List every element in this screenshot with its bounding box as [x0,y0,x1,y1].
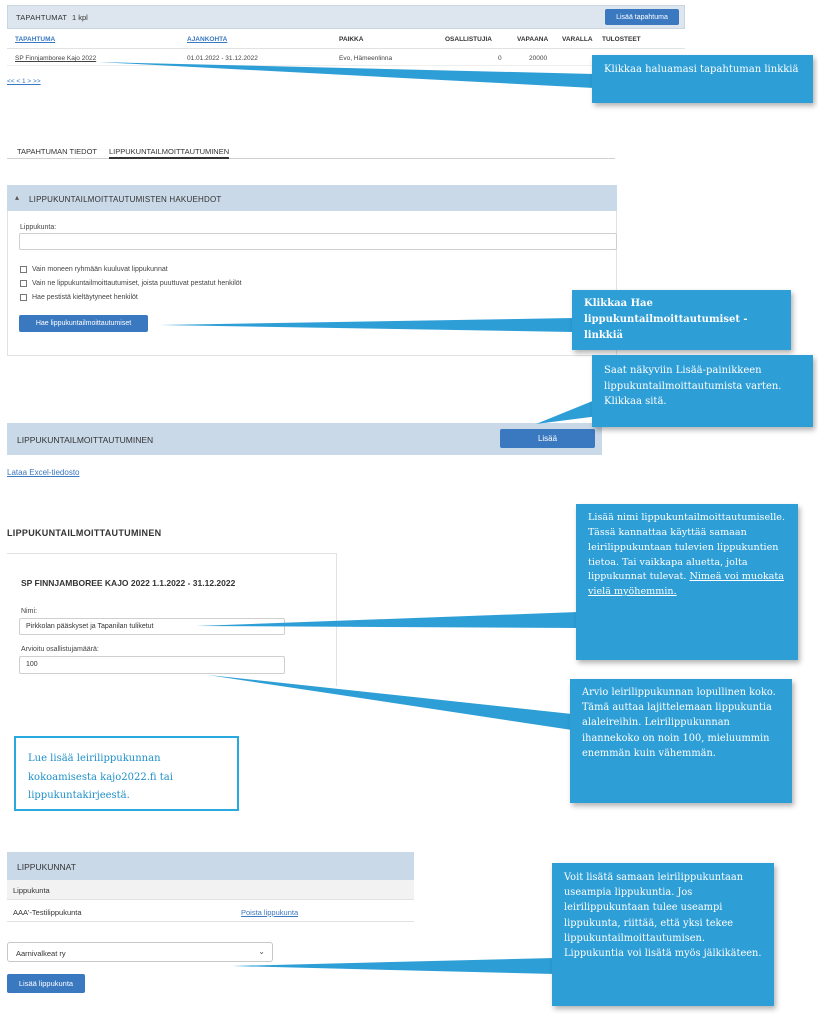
add-event-button[interactable]: Lisää tapahtuma [605,9,679,25]
form-title: LIPPUKUNTAILMOITTAUTUMINEN [7,528,162,538]
column-header-free: VAPAANA [517,36,549,43]
info-box-text: Lue lisää leirilippukunnan kokoamisesta kajo2022.fi tai lippukuntakirjeestä. [28,753,173,801]
chevron-down-icon: ⌄ [258,947,265,956]
callout-text: Voit lisätä samaan leirilippukuntaan useampia lippukuntia. Jos leirilippukuntaan tulee useampi lippukunta, riittää, että yksi tekee lippukuntailmoittautumisen. Lippukuntia voi lisätä myös jälkikäteen. [564,872,762,959]
events-title: TAPAHTUMAT [16,13,68,22]
tab-event-details[interactable]: TAPAHTUMAN TIEDOT [17,147,98,156]
name-label: Nimi: [21,608,37,615]
registrations-title: LIPPUKUNTAILMOITTAUTUMINEN [17,435,154,445]
callout-pointer-2 [160,318,574,332]
troop-field-label: Lippukunta: [20,224,57,231]
callout-text-underlined: Nimeä voi muokata vielä myöhemmin. [588,571,784,598]
add-registration-button[interactable]: Lisää [500,429,595,448]
estimate-input[interactable]: 100 [19,656,285,674]
checkbox-label: Vain moneen ryhmään kuuluvat lippukunnat [32,266,168,273]
event-place: Evo, Hämeenlinna [339,55,393,62]
event-dates: 01.01.2022 - 31.12.2022 [187,55,258,62]
callout-add-troops [552,863,774,1006]
callout-pointer-4 [196,612,578,628]
tab-troop-registration[interactable]: LIPPUKUNTAILMOITTAUTUMINEN [109,147,229,159]
callout-click-event [592,55,813,103]
excel-download-link[interactable]: Lataa Excel-tiedosto [7,468,80,477]
callout-name [576,504,798,660]
callout-text: Saat näkyviin Lisää-painikkeen lippukuntailmoittautumista varten. Klikkaa sitä. [604,365,782,407]
callout-text: Klikkaa Hae lippukuntailmoittautumiset -linkkiä [584,298,748,341]
troops-title: LIPPUKUNNAT [17,862,76,872]
column-header-prints: TULOSTEET [602,36,641,43]
pagination[interactable]: << < 1 > >> [7,78,41,85]
add-troop-button[interactable]: Lisää lippukunta [7,974,85,993]
event-participants: 0 [498,55,502,62]
events-count: 1 kpl [72,13,88,22]
callout-text: Klikkaa haluamasi tapahtuman linkkiä [604,64,799,75]
callout-text: Arvio leirilippukunnan lopullinen koko. Tämä auttaa lajittelemaan lippukuntia alaleireihin. Leirilippukunnan ihannekoko on noin 100, mieluummin enemmän kuin vähemmän. [582,687,776,759]
search-panel-title: LIPPUKUNTAILMOITTAUTUMISTEN HAKUEHDOT [29,195,222,204]
chevron-up-double-icon: ▴ [15,193,20,202]
callout-pointer-6 [232,958,554,974]
column-header-participants: OSALLISTUJIA [445,36,492,43]
callout-click-search [572,290,791,350]
form-event-title: SP FINNJAMBOREE KAJO 2022 1.1.2022 - 31.12.2022 [21,578,236,588]
troops-column-label: Lippukunta [13,886,50,895]
column-header-date[interactable]: AJANKOHTA [187,36,228,43]
column-header-place: PAIKKA [339,36,364,43]
search-registrations-button[interactable]: Hae lippukuntailmoittautumiset [19,315,148,332]
callout-text: Lisää nimi lippukuntailmoittautumiselle. Tässä kannattaa käyttää samaan leirilippukuntaan tulevien lippukuntien tietoa. Tai vaikkapa aluetta, jolta lippukunnat tulevat. [588,512,786,583]
column-header-event[interactable]: TAPAHTUMA [15,36,56,43]
column-header-reserve: VARALLA [562,36,593,43]
callout-add-button [592,355,813,427]
delete-troop-link[interactable]: Poista lippukunta [241,908,299,917]
troop-select-value: Aarnivalkeat ry [16,949,66,958]
checkbox-label: Hae pestistä kieltäytyneet henkilöt [32,294,138,301]
troop-name: AAA'-Testilippukunta [13,908,82,917]
callout-pointer-1 [98,62,594,88]
event-link[interactable]: SP Finnjamboree Kajo 2022 [15,55,97,62]
checkbox-label: Vain ne lippukuntailmoittautumiset, joista puuttuvat pestatut henkilöt [32,280,242,287]
estimate-label: Arvioitu osallistujamäärä: [21,646,99,653]
callout-pointer-5 [208,675,572,730]
event-free: 20000 [529,55,548,62]
callout-estimate [570,679,792,803]
name-input[interactable]: Pirkkolan pääskyset ja Tapanilan tuliketut [19,618,285,635]
